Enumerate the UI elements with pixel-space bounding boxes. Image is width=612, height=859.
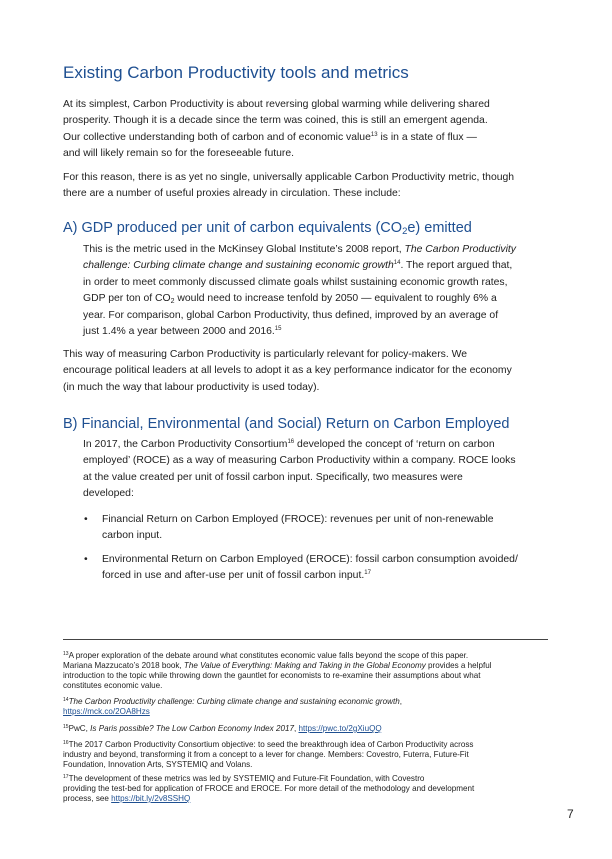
bullet-icon: • [84, 514, 88, 525]
footnote-13: $^{13}$A proper exploration of the debate around what constitutes economic value falls beyond the scope of this paper. Mariana Mazzucato’s 2018 book, The Value of Everything: Making and Taking in the Global Economy provides a helpful introduction to the topic while throwing down the gauntlet for economists to re-examine their assumptions about what constitutes economic value. [63, 651, 492, 690]
section-b-paragraph: In 2017, the Carbon Productivity Consortium$^{16}$ developed the concept of ‘return on carbon employed’ (ROCE) as a way of measuring Carbon Productivity within a company. ROCE looks at the value created per unit of fossil carbon input. Specifically, two measures were developed: [83, 439, 516, 500]
footnote-ref-13[interactable]: 13 [370, 131, 378, 138]
footnote-divider [63, 639, 548, 640]
bullet-icon: • [84, 553, 88, 565]
footnote-17: $^{17}$The development of these metrics was led by SYSTEMIQ and Future-Fit Foundation, with Covestro providing the test-bed for application of FROCE and EROCE. For more detail of the methodology and development process, see https://bit.ly/2v8SSHQ [63, 774, 475, 803]
footnote-ref-14[interactable]: 14 [393, 260, 401, 267]
list-item-froce: • Financial Return on Carbon Employed (FROCE): revenues per unit of non-renewable carbon input. [84, 514, 494, 542]
footnote-14: $^{14}$The Carbon Productivity challenge: Curbing climate change and sustaining economic growth, https://mck.co/2OA8Hzs [63, 697, 402, 716]
policy-makers-paragraph: This way of measuring Carbon Productivity is particularly relevant for policy-makers. We encourage political leaders at all levels to adopt it as a key performance indicator for the economy (in much the way that labour productivity is used today). [63, 349, 512, 393]
footnote-16: $^{16}$The 2017 Carbon Productivity Consortium objective: to seed the breakthrough idea of Carbon Productivity across industry and beyond, transforming it from a concept to a lever for change. Members: Covestro, Futerra, Future-Fit Foundation, Innovation Arts, SYSTEMIQ and Volans. [63, 740, 474, 769]
intro-paragraph: At its simplest, Carbon Productivity is about reversing global warming while delivering shared prosperity. Though it is a decade since the term was coined, this is still an emergent agenda. Our collective understanding both of carbon and of economic value$^{13}$ is in a state of flux — and will likely remain so for the foreseeable future. [63, 99, 490, 160]
section-a-paragraph: This is the metric used in the McKinsey Global Institute’s 2008 report, The Carbon Productivity challenge: Curbing climate change and sustaining economic growth$^{14}$. The report argued that, in order to meet commonly discussed climate goals whilst sustaining economic growth rates, GDP per ton of $CO_2$ would need to increase tenfold by 2050 — equivalent to roughly 6% a year. For comparison, global Carbon Productivity, thus defined, improved by an average of just 1.4% a year between 2000 and 2016.15 [83, 244, 516, 338]
page-number: 7 [567, 807, 574, 821]
footnote-17-link[interactable]: https://bit.ly/2v8SSHQ [111, 794, 191, 803]
footnote-15-link[interactable]: https://pwc.to/2gXiuQQ [298, 724, 382, 733]
footnote-ref-17[interactable]: 17 [364, 570, 371, 577]
section-b-heading: B) Financial, Environmental (and Social) Return on Carbon Employed [63, 416, 510, 432]
roce-measures-list [83, 512, 518, 592]
proxies-paragraph: For this reason, there is as yet no single, universally applicable Carbon Productivity metric, though there are a number of useful proxies already in circulation. These include: [63, 172, 515, 200]
footnote-ref-16[interactable]: 16 [287, 439, 295, 445]
footnote-ref-15[interactable]: 15 [274, 326, 282, 333]
footnote-14-link[interactable]: https://mck.co/2OA8Hzs [63, 707, 150, 716]
footnote-15: $^{15}$PwC, Is Paris possible? The Low Carbon Economy Index 2017, https://pwc.to/2gXiuQQ [63, 724, 382, 733]
list-item-eroce: • Environmental Return on Carbon Employed (EROCE): fossil carbon consumption avoided/ forced in use and after-use per unit of fossil carbon input.$^{17}$ [84, 553, 518, 582]
page-heading: Existing Carbon Productivity tools and metrics [63, 63, 409, 82]
section-a-heading: A) GDP produced per unit of carbon equivalents $(CO_2e)$ emitted [63, 220, 472, 237]
